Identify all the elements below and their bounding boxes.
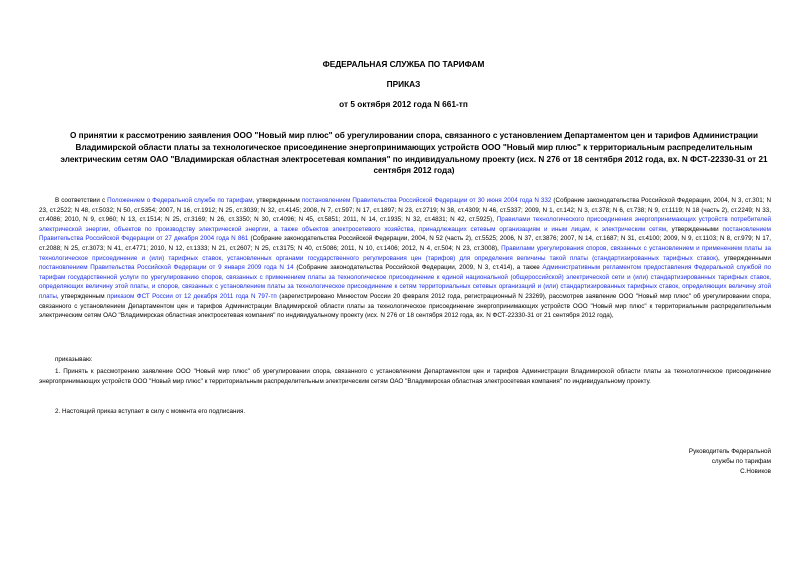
preamble-text-7: (Собрание законодательства Российской Федерации, 2009, N 3, ст.414), а также	[293, 264, 543, 272]
order-item-2-text: 2. Настоящий приказ вступает в силу с момента его подписания.	[55, 408, 246, 415]
order-item-1-text: 1. Принять к рассмотрению заявление ООО "Новый мир плюс" об урегулировании спора, связанного с установлением Департаментом цен и тарифов Администрации Владимирской области платы за технологическое присоединение энергопринимающих устройств ООО "Новый мир плюс" к территориальным распределительным электрическим сетям ОАО "Владимирская областная электросетевая компания" по индивидуальному проекту.	[39, 368, 771, 385]
preamble-text-9: (зарегистрировано Минюстом России 20 февраля 2012 года, регистрационный N 23269), рассмотрев заявление ООО "Новый мир плюс" об урегулировании спора, связанного с установлением Департаментом цен и тарифов Администрации Владимирской области платы за технологическое присоединение энергопринимающих устройств ООО "Новый мир плюс" к территориальным распределительным электрическим сетям ОАО "Владимирская областная электросетевая компания" по индивидуальному проекту (исх. N 276 от 18 сентября 2012 года, вх. N ФСТ-22330-31 от 21 сентября 2012 года),	[39, 292, 771, 320]
link-fst-regulation[interactable]: Положением о Федеральной службе по тарифам	[107, 197, 253, 204]
link-dispute-rules[interactable]: Правилами урегулирования споров, связанных с установлением и применением платы за технологическое присоединение и (или) тарифных ставок, установленных органами государственного регулирования цен (тарифов) для определения величины такой платы (стандартизированных тарифных ставок)	[39, 244, 771, 262]
agency-name: ФЕДЕРАЛЬНАЯ СЛУЖБА ПО ТАРИФАМ	[322, 59, 485, 69]
link-government-decree-861[interactable]: постановлением Правительства Российской Федерации от 27 декабря 2004 года N 861	[39, 225, 771, 243]
order-item-1	[39, 367, 771, 386]
link-government-decree-14[interactable]: постановлением Правительства Российской Федерации от 9 января 2009 года N 14	[39, 264, 294, 272]
preamble-text-4: , утвержденными	[666, 225, 723, 233]
document-title: О принятии к рассмотрению заявления ООО "Новый мир плюс" об урегулировании спора, связанного с установлением Департаментом цен и тарифов Администрации Владимирской области платы за технологическое присоединение энергопринимающих устройств ООО "Новый мир плюс" к территориальным распределительным электрическим сетям ОАО "Владимирская областная электросетевая компания" по индивидуальному проекту (исх. N 276 от 18 сентября 2012 года, вх. N ФСТ-22330-31 от 21 сентября 2012 года)	[60, 131, 768, 176]
document-type: ПРИКАЗ	[386, 79, 421, 89]
preamble-text-3: (Собрание законодательства Российской Федерации, 2004, N 3, ст.301; N 23, ст.2522; N 48, ст.5032; N 50, ст.5354; 2007, N 16, ст.1912; N 25, ст.3039; N 32, ст.4145; 2008, N 7, ст.597; N 17, ст.1897; N 23, ст.2719; N 38, ст.4309; N 46, ст.5337; 2009, N 1, ст.142; N 3, ст.378; N 6, ст.738; N 9, ст.1119; N 18 (часть 2), ст.2249; N 33, ст.4086; 2010, N 9, ст.960; N 13, ст.1514; N 25, ст.3169; N 26, ст.3350; N 30, ст.4096; N 45, ст.5851; 2011, N 14, ст.1935; N 32, ст.4831; N 42, ст.5925),	[39, 197, 771, 224]
ordered-label: приказываю:	[55, 356, 93, 363]
link-fst-order-797[interactable]: приказом ФСТ России от 12 декабря 2011 года N 797-тп	[106, 292, 277, 300]
preamble-text-2: , утвержденным	[252, 197, 302, 204]
preamble-text-5: (Собрание законодательства Российской Федерации, 2004, N 52 (часть 2), ст.5525; 2006, N 37, ст.3876; 2007, N 14, ст.1687; N 31, ст.4100; 2009, N 9, ст.1103; N 8, ст.979; N 17, ст.2088; N 25, ст.3073; N 41, ст.4771; 2010, N 12, ст.1333; N 21, ст.2607; N 25, ст.3175; N 40, ст.5086; 2011, N 10, ст.1406; 2012, N 4, ст.504; N 23, ст.3008),	[39, 235, 771, 252]
link-administrative-regulation[interactable]: Административным регламентом предоставления Федеральной службой по тарифам государственной услуги по урегулированию споров, связанных с применением платы за технологическое присоединение к единой национальной (общероссийской) электрической сети и (или) стандартизированных тарифных ставок, определяющих величину этой платы, и споров, связанных с установлением платы за технологическое присоединение к сетям территориальных сетевых организаций и (или) стандартизированных тарифных ставок, определяющих величину этой платы	[39, 264, 771, 300]
order-item-2	[39, 407, 771, 417]
preamble-text-8: , утвержденным	[56, 292, 107, 300]
preamble-text-1: В соответствии с	[55, 197, 108, 204]
preamble-text-6: , утвержденными	[718, 254, 772, 262]
signature-position: Руководитель Федеральной	[688, 448, 771, 455]
link-connection-rules[interactable]: Правилами технологического присоединения энергопринимающих устройств потребителей электрической энергии, объектов по производству электрической энергии, а также объектов электросетевого хозяйства, принадлежащих сетевым организациям и иным лицам, к электрическим сетям	[39, 216, 771, 233]
signature-block	[689, 447, 771, 477]
signature-name: С.Новиков	[740, 468, 771, 475]
document-date: от 5 октября 2012 года N 661-тп	[339, 99, 468, 109]
preamble	[39, 196, 771, 321]
link-government-decree-332[interactable]: постановлением Правительства Российской Федерации от 30 июня 2004 года N 332	[301, 197, 552, 204]
signature-organization: службы по тарифам	[711, 458, 771, 465]
preamble-paragraph	[39, 196, 771, 321]
